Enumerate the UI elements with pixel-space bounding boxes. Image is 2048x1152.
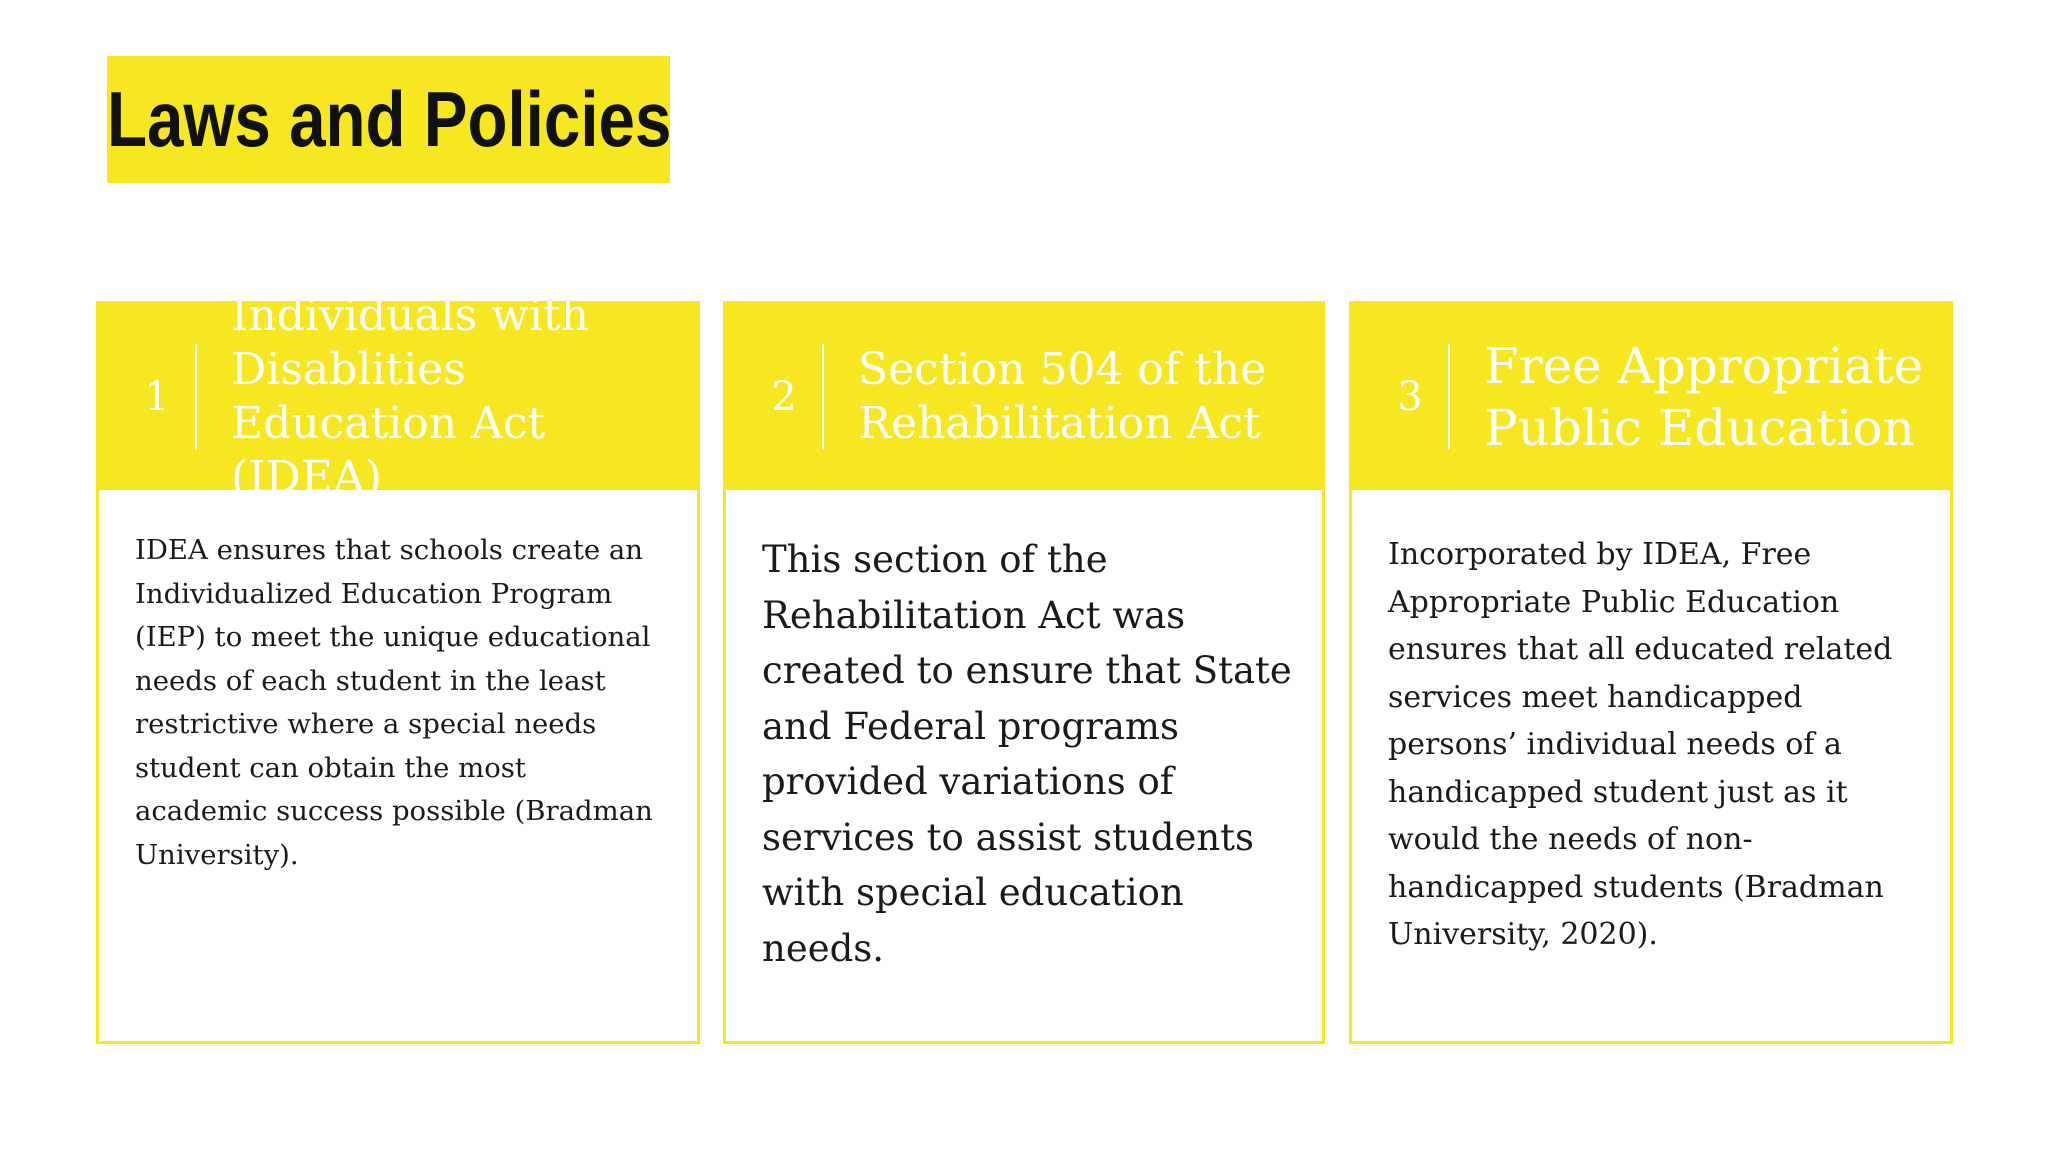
header-divider xyxy=(1448,344,1450,450)
card-number: 1 xyxy=(144,374,170,420)
card-idea xyxy=(96,290,700,1044)
card-body: IDEA ensures that schools create an Individualized Education Program (IEP) to meet the unique educational needs of each student in the least restrictive where a special needs student can obtain the most academic success possible (Bradman University). xyxy=(135,534,653,871)
header-divider xyxy=(195,344,197,450)
slide-title: Laws and Policies xyxy=(107,75,672,163)
card-fape xyxy=(1349,301,1953,1044)
card-header xyxy=(726,304,1322,490)
title-banner xyxy=(107,56,670,183)
card-heading: Individuals with Disablities Education Act (IDEA) xyxy=(231,290,590,503)
card-number: 3 xyxy=(1397,374,1423,420)
card-number: 2 xyxy=(771,374,797,420)
card-heading: Section 504 of the Rehabilitation Act xyxy=(858,344,1267,449)
card-heading: Free Appropriate Public Education xyxy=(1484,337,1924,457)
header-divider xyxy=(822,344,824,450)
card-section-504 xyxy=(723,301,1325,1044)
card-body: This section of the Rehabilitation Act was created to ensure that State and Federal programs provided variations of services to assist students with special education needs. xyxy=(762,538,1292,970)
card-body: Incorporated by IDEA, Free Appropriate Public Education ensures that all educated related services meet handicapped persons’ individual needs of a handicapped student just as it would the needs of non-handicapped students (Bradman University, 2020). xyxy=(1388,537,1893,952)
card-header xyxy=(99,290,697,503)
card-header xyxy=(1352,304,1950,490)
